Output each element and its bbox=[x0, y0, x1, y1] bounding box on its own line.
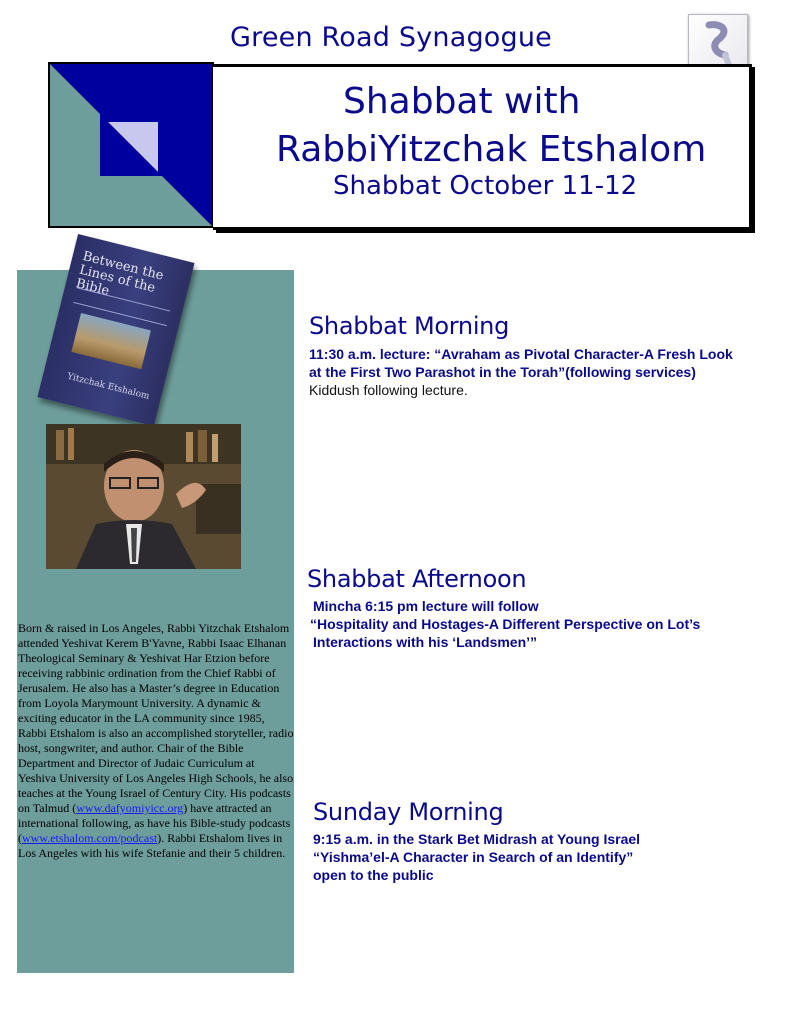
morning-heading: Shabbat Morning bbox=[309, 312, 510, 340]
bio-text-1: Born & raised in Los Angeles, Rabbi Yitzchak Etshalom attended Yeshivat Kerem B'Yavne, Rabbi Isaac Elhanan Theological Seminary & Yeshivat Har Etzion before receiving rabbinic ordination from the Chief Rabbi of Jerusalem. He also has a Master’s degree in Education from Loyola Marymount University. A dynamic & exciting educator in the LA community since 1985, Rabbi Etshalom is also an accomplished storyteller, radio host, songwriter, and author. Chair of the Bible Department and Director of Judaic Curriculum at Yeshiva University of Los Angeles High Schools, he also teaches at the Young Israel of Century City. His podcasts on Talmud ( bbox=[18, 621, 294, 815]
bio-text-3: ). Rabbi Etshalom lives in Los Angeles with his wife Stefanie and their 5 children. bbox=[18, 831, 286, 860]
afternoon-detail-1: Mincha 6:15 pm lecture will follow bbox=[313, 598, 539, 614]
bio-text-2: ) have attracted an international following, as have his Bible-study podcasts ( bbox=[18, 801, 291, 845]
afternoon-detail-2: “Hospitality and Hostages-A Different Perspective on Lot’s bbox=[310, 616, 701, 632]
org-name: Green Road Synagogue bbox=[230, 22, 552, 53]
morning-detail-1: 11:30 a.m. lecture: “Avraham as Pivotal Character-A Fresh Look bbox=[309, 346, 733, 362]
title-box bbox=[213, 64, 752, 230]
title-line-1: Shabbat with bbox=[343, 81, 581, 122]
etshalom-podcast-link[interactable]: www.etshalom.com/podcast bbox=[22, 831, 158, 845]
morning-detail-2: at the First Two Parashot in the Torah”(following services) bbox=[309, 364, 696, 380]
rabbi-portrait-photo bbox=[46, 424, 241, 569]
sunday-detail-1: 9:15 a.m. in the Stark Bet Midrash at Young Israel bbox=[313, 831, 641, 847]
afternoon-detail-3: Interactions with his ‘Landsmen’” bbox=[313, 634, 538, 650]
sunday-detail-2: “Yishma’el-A Character in Search of an Identify” bbox=[313, 849, 634, 865]
book-cover-picture bbox=[71, 313, 151, 369]
afternoon-heading: Shabbat Afternoon bbox=[307, 565, 527, 593]
book-title: Between the Lines of the Bible bbox=[74, 249, 165, 299]
title-line-2: RabbiYitzchak Etshalom bbox=[276, 129, 707, 170]
morning-detail-3: Kiddush following lecture. bbox=[309, 382, 468, 398]
book-author: Yitzchak Etshalom bbox=[66, 371, 151, 402]
dafyomi-link[interactable]: www.dafyomiyicc.org bbox=[76, 801, 184, 815]
bio-paragraph bbox=[18, 621, 294, 861]
quilt-block-graphic bbox=[48, 62, 214, 228]
sunday-heading: Sunday Morning bbox=[313, 798, 504, 826]
sunday-detail-3: open to the public bbox=[313, 867, 434, 883]
title-date: Shabbat October 11-12 bbox=[333, 171, 638, 201]
